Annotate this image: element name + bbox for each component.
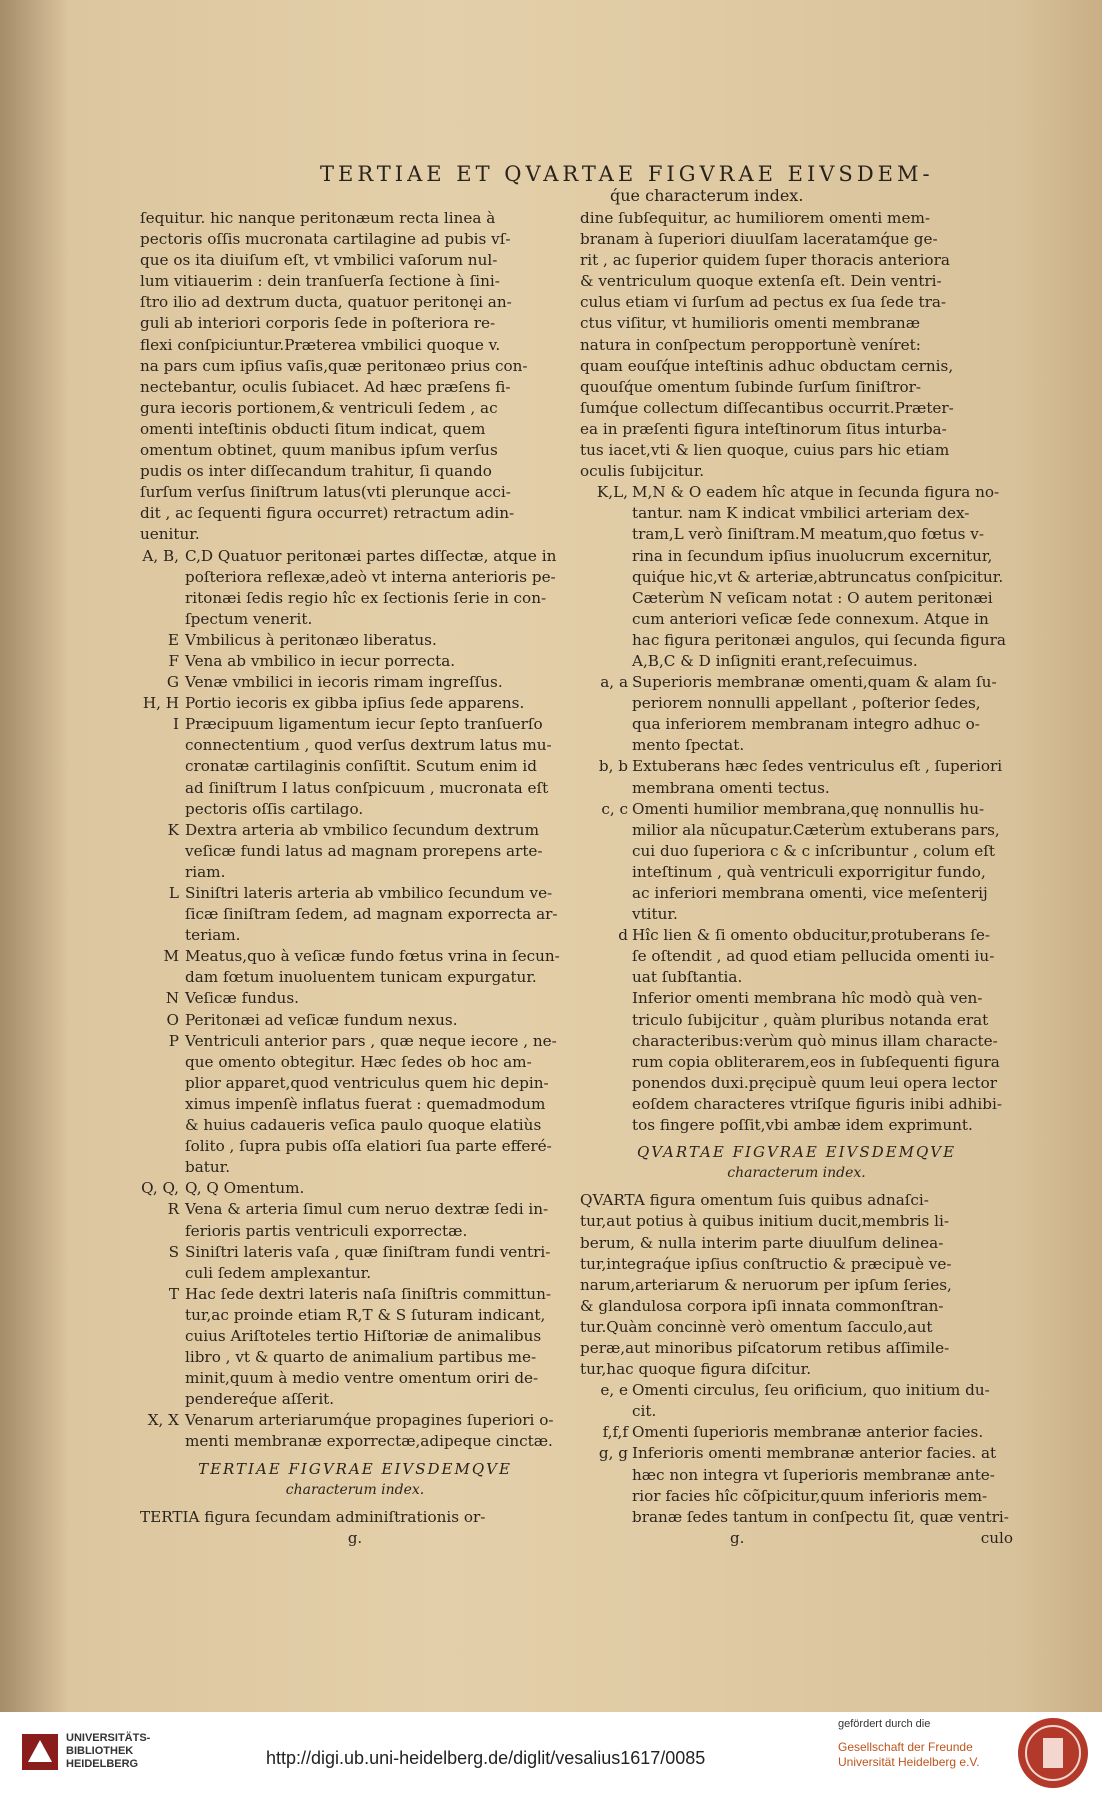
text-line: tantur. nam K indicat vmbilici arteriam dex- [632,504,970,523]
text-line: Cæterùm N veſicam notat : O autem peritonæi [632,588,993,607]
left-intro [140,208,570,546]
text-line: Peritonæi ad veſicæ fundum nexus. [185,1010,458,1029]
index-entry [580,988,1013,1136]
text-line: rum copia obliterarem,eos in ſubſequenti figura [632,1052,1000,1071]
text-line: Veſicæ fundus. [185,989,299,1008]
funded-by-label: gefördert durch die [838,1718,931,1730]
entry-label: N [165,989,179,1008]
text-line: Omenti circulus, ſeu orificium, quo initium du- [632,1381,990,1400]
text-line: Vena & arteria ſimul cum neruo dextræ ſedi in- [185,1200,549,1219]
society-name: Gesellschaft der Freunde Universität Heidelberg e.V. [838,1740,980,1769]
text-line: ſtro ilio ad dextrum ducta, quatuor peritonęi an- [140,293,512,312]
index-entry [580,1422,1013,1443]
entry-label: E [167,630,179,649]
index-entry [580,756,1013,798]
entry-label: b, b [598,757,628,776]
text-line: narum,arteriarum & neruorum per ipſum ſeries, [580,1275,952,1294]
entry-label: K,L, [596,483,628,502]
text-line: tos fingere poſſit,vbi ambæ idem exprimunt. [632,1116,973,1135]
left-section-text [140,1507,570,1528]
index-entry [140,546,570,630]
text-line: Portio iecoris ex gibba ipſius ſede apparens. [185,694,525,713]
text-line: QVARTA figura omentum ſuis quibus adnaſci- [580,1191,929,1210]
text-line: ritonæi ſedis regio hîc ex ſectionis ſerie in con- [185,588,547,607]
text-line: peræ,aut minoribus piſcatorum retibus aſſimile- [580,1338,950,1357]
permalink-url[interactable]: http://digi.ub.uni-heidelberg.de/diglit/vesalius1617/0085 [266,1748,706,1768]
text-line: tus iacet,vti & lien quoque, cuius pars hic etiam [580,441,950,460]
right-column [580,208,1013,1549]
right-signature: g. [730,1528,745,1547]
entry-label: R [167,1200,179,1219]
text-line: Ventriculi anterior pars , quæ neque iecore , ne- [185,1031,557,1050]
text-line: Vena ab vmbilico in iecur porrecta. [185,651,456,670]
entry-label: T [168,1284,179,1303]
text-line: nectebantur, oculis ſubiacet. Ad hæc præſens fi- [140,377,511,396]
text-line: Omenti humilior membrana,quę nonnullis hu- [632,799,985,818]
text-line: ſpectum venerit. [185,609,313,628]
right-section-text [580,1190,1013,1380]
index-entry [140,651,570,672]
entry-label: A, B, [142,546,179,565]
text-line: & ventriculum quoque extenſa eſt. Dein ventri- [580,272,942,291]
text-line: cuius Ariſtoteles tertio Hiſtoriæ de animalibus [185,1326,542,1345]
text-line: pectoris oſſis mucronata cartilagine ad pubis vſ- [140,230,511,249]
text-line: Inferior omenti membrana hîc modò quà ven- [632,989,983,1008]
text-line: Siniſtri lateris vaſa , quæ ſiniſtram fundi ventri- [185,1242,551,1261]
text-line: C,D Quatuor peritonæi partes diſſectæ, atque in [185,546,557,565]
text-line: culus etiam vi ſurſum ad pectus ex ſua ſede tra- [580,293,947,312]
text-line: lum vitiauerim : dein tranſuerſa ſectione à ſini- [140,272,500,291]
text-line: pendereq́ue aſſerit. [185,1390,335,1409]
text-line: que omento obtegitur. Hæc ſedes ob hoc am- [185,1052,532,1071]
text-line: branæ ſedes tantum in conſpectu ſit, quæ ventri- [632,1507,1009,1526]
text-line: vtitur. [632,905,678,924]
text-line: batur. [185,1158,231,1177]
entry-label: g, g [598,1444,628,1463]
text-line: & huius cadaueris veſica paulo quoque elatiùs [185,1116,542,1135]
text-line: minit,quum à medio ventre omentum oriri de- [185,1369,539,1388]
text-line: omentum obtinet, quum manibus ipſum verſus [140,441,498,460]
text-line: teriam. [185,926,241,945]
text-line: ctus viſitur, vt humilioris omenti membranæ [580,314,920,333]
entry-label: Q, Q, [141,1179,179,1198]
text-line: rior facies hîc cõſpicitur,quum inferioris mem- [632,1486,988,1505]
right-section-title: QVARTAE FIGVRAE EIVSDEMQVE [636,1143,957,1162]
entry-label: L [168,884,179,902]
text-line: TERTIA figura ſecundam adminiſtrationis or- [140,1507,486,1526]
text-line: libro , vt & quarto de animalium partibus me- [185,1348,537,1367]
entry-label: e, e [600,1381,628,1400]
index-entry [140,630,570,651]
text-line: oculis ſubijcitur. [580,462,705,481]
left-section-title: TERTIAE FIGVRAE EIVSDEMQVE [198,1459,512,1478]
text-line: Præcipuum ligamentum iecur ſepto tranſuerſo [185,715,543,734]
page-title: TERTIAE ET QVARTAE FIGVRAE EIVSDEM- [320,162,934,186]
text-line: tram,L verò ſiniſtram.M meatum,quo fœtus v- [632,525,985,544]
index-entry [140,820,570,883]
index-entry [140,1199,570,1241]
text-line: berum, & nulla interim parte diuulſum delinea- [580,1233,944,1252]
text-line: uat ſubſtantia. [632,968,743,987]
index-entry [140,1284,570,1411]
index-entry [140,714,570,819]
text-line: quouſq́ue omentum ſubinde ſurſum ſiniſtror- [580,377,922,396]
text-line: ſolito , ſupra pubis oſſa elatiori ſua parte efferé- [185,1137,552,1156]
entry-label: F [168,651,179,670]
index-entry [580,482,1013,672]
entry-label: S [168,1242,179,1261]
entry-label: K [167,820,179,839]
text-line: ponendos duxi.pręcipuè quum leui opera lector [632,1073,997,1092]
text-line: cui duo ſuperiora c & c inſcribuntur , colum eſt [632,841,996,860]
entry-label: P [168,1031,179,1050]
text-line: ſicæ ſiniſtram ſedem, ad magnam exporrecta ar- [185,905,558,924]
text-line: tur.Quàm concinnè verò omentum ſacculo,aut [580,1317,933,1336]
text-line: Dextra arteria ab vmbilico ſecundum dextrum [185,820,539,839]
index-entry [140,672,570,693]
entry-label: H, H [142,694,179,713]
text-line: uenitur. [140,525,200,544]
text-line: pudis os inter diſſecandum trahitur, ſi quando [140,462,492,481]
entry-label: c, c [601,799,628,818]
text-line: ximus impenſè inflatus fuerat : quemadmodum [185,1094,546,1113]
text-line: dit , ac ſequenti figura occurret) retractum adin- [140,504,515,523]
text-line: hæc non integra vt ſuperioris membranæ ante- [632,1465,995,1484]
index-entry [140,946,570,988]
text-line: tur,integraq́ue ipſius conſtructio & præcipuè ve- [580,1254,952,1273]
text-line: que os ita diuiſum eſt, vt vmbilici vaſorum nul- [140,251,498,270]
text-line: eoſdem characteres vtriſque figuris inibi adhibi- [632,1094,1002,1113]
text-line: poſteriora reflexæ,adeò vt interna anterioris pe- [185,567,556,586]
text-line: cronatæ cartilaginis conſiſtit. Scutum enim id [185,757,537,776]
left-signature: g. [347,1528,363,1547]
text-line: characteribus:verùm quò minus illam characte- [632,1031,998,1050]
text-line: rina in ſecundum ipſius inuolucrum excernitur, [632,546,993,565]
text-line: tur,aut potius à quibus initium ducit,membris li- [580,1212,950,1231]
text-line: ferioris partis ventriculi exporrectæ. [185,1221,468,1240]
page-spine-shadow [0,0,70,1712]
index-entry [140,1031,570,1179]
text-line: flexi conſpiciuntur.Præterea vmbilici quoque v. [140,335,501,354]
text-line: ad ſiniſtrum I latus conſpicuum , mucronata eſt [185,778,549,797]
left-section-subtitle: characterum index. [285,1481,425,1498]
text-line: Superioris membranæ omenti,quam & alam ſu- [632,673,997,692]
text-line: triculo ſubijcitur , quàm pluribus notanda erat [632,1010,989,1029]
text-line: branam à ſuperiori diuulſam laceratamq́ue ge- [580,230,938,249]
text-line: cit. [632,1402,657,1421]
right-entries [580,482,1013,1136]
left-entries [140,546,570,1453]
text-line: menti membranæ exporrectæ,adipeque cinctæ. [185,1432,553,1451]
text-line: Inferioris omenti membranæ anterior facies. at [632,1444,997,1463]
viewer-footer [0,1712,1102,1794]
index-entry [580,672,1013,756]
entry-label: f,f,f [602,1423,628,1442]
entry-label: G [166,673,179,692]
text-line: rit , ac ſuperior quidem ſuper thoracis anteriora [580,251,950,270]
index-entry [140,1010,570,1031]
index-entry [580,925,1013,988]
index-entry [140,1178,570,1199]
index-entry [580,799,1013,926]
index-entry [140,1410,570,1452]
text-line: inteſtinum , quà ventriculi exporrigitur fundo, [632,862,986,881]
text-line: milior ala nũcupatur.Cæterùm extuberans pars, [632,820,1000,839]
text-line: quam eouſq́ue inteſtinis adhuc obductam cernis, [580,356,954,375]
text-line: natura in conſpectum peropportunè veníret: [580,335,921,354]
left-column [140,208,570,1549]
text-line: Hac ſede dextri lateris naſa ſiniſtris committun- [185,1284,551,1303]
text-line: mento ſpectat. [632,736,745,755]
university-seal-icon [1016,1716,1090,1790]
text-line: A,B,C & D inſigniti erant,reſecuimus. [632,651,918,670]
text-line: Venarum arteriarumq́ue propagines ſuperiori o- [185,1411,554,1430]
text-line: hac figura peritonæi angulos, qui ſecunda figura [632,630,1006,649]
text-line: periorem nonnulli appellant , poſterior ſedes, [632,694,981,713]
text-line: Siniſtri lateris arteria ab vmbilico ſecundum ve- [185,884,553,902]
entry-label: X, X [147,1411,179,1430]
library-name: UNIVERSITÄTS- BIBLIOTHEK HEIDELBERG [66,1732,151,1770]
catchword: culo [980,1528,1013,1547]
index-entry [580,1443,1013,1527]
text-line: pectoris oſſis cartilago. [185,799,364,818]
entry-label: M [163,947,179,966]
text-line: ſumq́ue collectum diſſecantibus occurrit.Præter- [580,398,954,417]
right-section-subtitle: characterum index. [727,1165,866,1182]
text-line: omenti inteſtinis obducti ſitum indicat, quem [140,419,486,438]
entry-label: a, a [600,673,628,692]
text-line: qua inferiorem membranam integro adhuc o- [632,715,980,734]
text-line: plior apparet,quod ventriculus quem hic depin- [185,1073,549,1092]
text-line: guli ab interiori corporis ſede in poſteriora re- [140,314,496,333]
right-intro [580,208,1013,482]
text-line: quiq́ue hic,vt & arteriæ,abtruncatus conſpicitur. [632,567,1004,586]
text-line: cum anteriori veſicæ ſede connexum. Atque in [632,609,989,628]
text-line: Q, Q Omentum. [185,1179,305,1198]
text-line: veſicæ fundi latus ad magnam prorepens arte- [185,841,543,860]
text-line: gura iecoris portionem,& ventriculi ſedem , ac [140,398,498,417]
text-line: riam. [185,862,226,881]
text-line: culi ſedem amplexantur. [185,1263,372,1282]
entry-label: I [173,715,179,734]
text-line: ſequitur. hic nanque peritonæum recta linea à [140,209,496,227]
text-line: ſurſum verſus ſiniſtrum latus(vti plerunque acci- [140,483,511,502]
index-entry [580,1380,1013,1422]
text-line: M,N & O eadem hîc atque in ſecunda figura no- [632,483,1000,502]
index-entry [140,693,570,714]
text-line: dam fœtum inuoluentem tunicam expurgatur. [185,968,537,987]
text-line: tur,ac proinde etiam R,T & S ſuturam indicant, [185,1305,546,1324]
index-entry [140,988,570,1009]
text-line: & glandulosa corpora ipſi innata commonſtran- [580,1296,944,1315]
index-entry [140,1242,570,1284]
entry-label: O [166,1010,179,1029]
entry-label: d [618,926,628,945]
text-line: Hîc lien & ſi omento obducitur,protuberans ſe- [632,926,991,945]
text-line: connectentium , quod verſus dextrum latus mu- [185,736,552,755]
page-subtitle: q́ue characterum index. [610,186,804,205]
text-line: Vmbilicus à peritonæo liberatus. [185,630,437,649]
university-library-logo-icon [20,1732,60,1772]
text-line: tur,hac quoque figura diſcitur. [580,1360,812,1379]
text-line: Venæ vmbilici in iecoris rimam ingreſſus. [185,673,503,692]
text-line: Meatus,quo à veſicæ fundo fœtus vrina in ſecun- [185,947,560,966]
text-line: Omenti ſuperioris membranæ anterior facies. [632,1423,984,1442]
right-entries-2 [580,1380,1013,1528]
index-entry [140,883,570,946]
text-line: membrana omenti tectus. [632,778,830,797]
text-line: ac inferiori membrana omenti, vice meſenterij [632,884,988,902]
text-line: ſe oſtendit , ad quod etiam pellucida omenti iu- [632,947,995,966]
text-line: na pars cum ipſius vaſis,quæ peritonæo prius con- [140,356,528,375]
text-line: Extuberans hæc ſedes ventriculus eſt , ſuperiori [632,757,1003,776]
text-line: dine ſubſequitur, ac humiliorem omenti mem- [580,209,930,227]
text-line: ea in præſenti figura inteſtinorum ſitus inturba- [580,419,947,438]
